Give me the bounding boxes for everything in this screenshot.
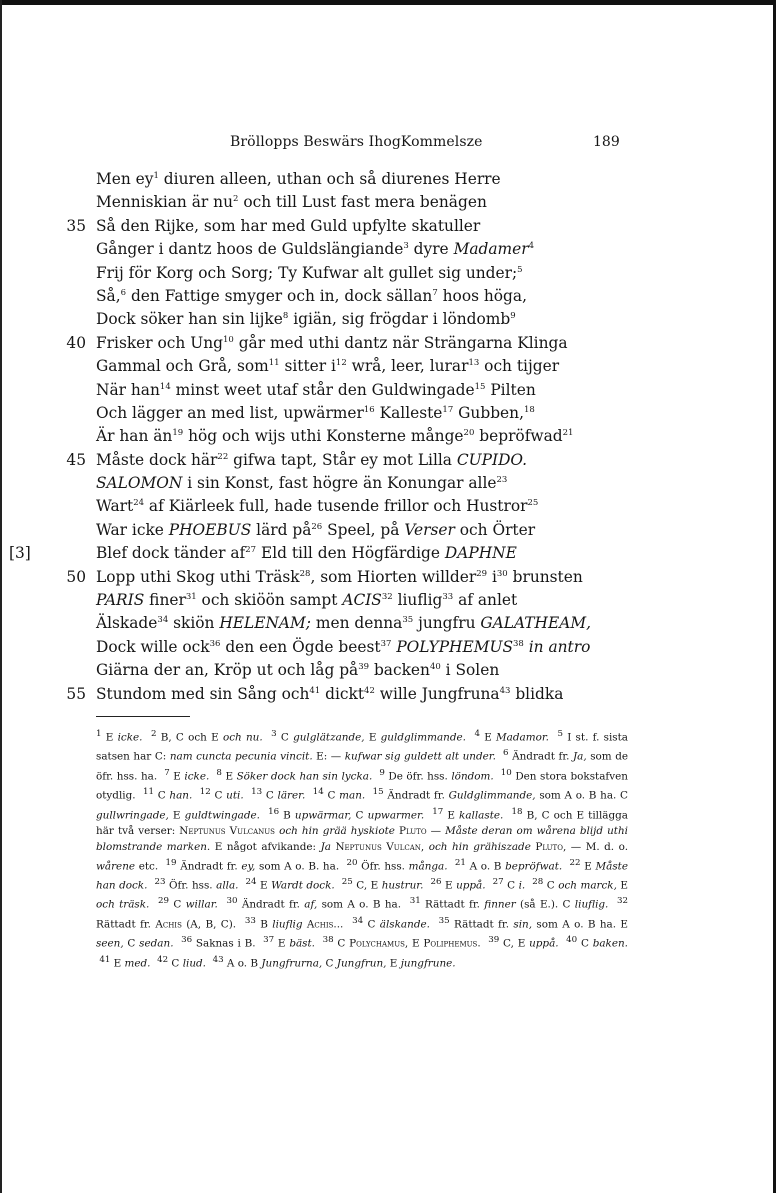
verse-text: Är han $än^{19}$ hög och wijs uthi Konsterne månge$^{20}$ bepröfwad$^{21}$: [96, 427, 574, 446]
verse-line: [0, 402, 776, 425]
verse-line: [0, 472, 776, 495]
footnotes: $^1$ E icke. $^2$ B, C och E och nu. $^3$ C gulglätzande, E guldglimmande. $^4$ E Madamor. $^5$ I st. f. sista satsen har C: nam cuncta pecunia vincit. E: — kufwar sig guldett alt under. $^6$ Ändradt fr. Ja, som de öfr. hss. ha. $^7$ E icke. $^8$ E Söker dock han sin lycka. $^9$ De öfr. hss. löndom. $^{10}$ Den stora bokstafven otydlig. $^{11}$ C han. $^{12}$ C uti. $^{13}$ C lärer. $^{14}$ C man. $^{15}$ Ändradt fr. Guldglimmande, som A o. B ha. C gullwringade, E guldtwingade. $^{16}$ B upwärmar, C upwarmer. $^{17}$ E kallaste. $^{18}$ B, C och E tillägga här två verser: Neptunus Vulcanus och hin grää hyskiote Pluto — Måste deran om wårena blijd uthi blomstrande marken. E något afvikande: Ja Neptunus Vulcan, och hin grähiszade Pluto, — M. d. o. wårene etc. $^{19}$ Ändradt fr. ey, som A o. B. ha. $^{20}$ Öfr. hss. många. $^{21}$ A o. B bepröfwat. $^{22}$ E Måste han dock. $^{23}$ Öfr. hss. alla. $^{24}$ E Wardt dock. $^{25}$ C, E hustrur. $^{26}$ E uppå. $^{27}$ C i. $^{28}$ C och marck, E och träsk. $^{29}$ C willar. $^{30}$ Ändradt fr. af, som A o. B ha. $^{31}$ Rättadt fr. finner (så E.). C liuflig. $^{32}$ Rättadt fr. Achis (A, B, C). $^{33}$ B liuflig Achis... $^{34}$ C älskande. $^{35}$ Rättadt fr. sin, som A o. B ha. E seen, C sedan. $^{36}$ Saknas i B. $^{37}$ E bäst. $^{38}$ C Polychamus, E Poliphemus. $^{39}$ C, E uppå. $^{40}$ C baken. $^{41}$ E med. $^{42}$ C liud. $^{43}$ A o. B Jungfrurna, C Jungfrun, E jungfrune.: [96, 729, 629, 970]
verse-line: [0, 379, 776, 402]
margin-page-ref: [3]: [9, 544, 31, 563]
verse-line: [0, 332, 776, 355]
verse-text: SALOMON i sin Konst, fast högre än Konungar alle$^{23}$: [96, 474, 508, 493]
verse-text: Blef dock tänder $af^{27}$ Eld till den Högfärdige DAPHNE: [96, 544, 517, 563]
verse-text: Gånger i dantz hoos de Guldslängiande$^3$ dyre Madamer$^4$: [96, 240, 535, 259]
page-number: 189: [593, 134, 620, 150]
verse-line: [0, 519, 776, 542]
scan-border-top: [0, 0, 776, 5]
line-number: 55: [66, 684, 86, 703]
verse-line: [0, 636, 776, 659]
verse-text: Frij för Korg och Sorg; Ty Kufwar alt gullet sig under;$^5$: [96, 263, 523, 282]
verse-line: [0, 215, 776, 238]
verse-line: [0, 449, 776, 472]
verse-line: [0, 308, 776, 331]
verse-text: Men $ey^1$ diuren alleen, uthan och så diurenes Herre: [96, 170, 501, 188]
poem-text: [0, 168, 776, 706]
verse-line: [0, 495, 776, 518]
verse-line: [0, 262, 776, 285]
footnote-rule: [96, 716, 190, 717]
line-number: 40: [66, 333, 86, 352]
verse-line: [0, 683, 776, 706]
verse-text: Gammal och Grå, som$^{11}$ sitter $i^{12}$ wrå, leer, lurar$^{13}$ och tijger: [96, 357, 560, 376]
verse-text: Måste dock här$^{22}$ gifwa tapt, Står ey mot Lilla CUPIDO.: [96, 450, 528, 469]
verse-text: Giärna der an, Kröp ut och låg $på^{39}$ backen$^{40}$ i Solen: [96, 661, 500, 680]
verse-line: [0, 191, 776, 214]
verse-line: [0, 612, 776, 635]
verse-line: [0, 542, 776, 565]
verse-line: [0, 589, 776, 612]
verse-text: War icke PHOEBUS lärd $på^{26}$ Speel, på Verser och Örter: [96, 520, 536, 539]
verse-line: [0, 659, 776, 682]
line-number: 35: [66, 216, 86, 235]
verse-line: [0, 168, 776, 191]
verse-text: Menniskian är $nu^2$ och till Lust fast mera benägen: [96, 193, 487, 212]
verse-text: Älskade$^{34}$ skiön HELENAM; men denna$^{35}$ jungfru GALATHEAM,: [96, 614, 591, 633]
verse-text: Frisker och Ung$^{10}$ går med uthi dantz när Strängarna Klinga: [96, 333, 568, 352]
verse-line: [0, 238, 776, 261]
verse-text: Dock wille ock$^{36}$ den een Ögde beest$^{37}$ POLYPHEMUS$^{38}$ in antro: [96, 637, 591, 656]
verse-text: När han$^{14}$ minst weet utaf står den Guldwingade$^{15}$ Pilten: [96, 380, 536, 399]
running-header: [0, 134, 776, 154]
verse-text: PARIS finer$^{31}$ och skiöön sampt ACIS$^{32}$ liuflig$^{33}$ af anlet: [96, 591, 518, 610]
verse-text: Stundom med sin Sång och$^{41}$ dickt$^{42}$ wille Jungfruna$^{43}$ blidka: [96, 684, 564, 703]
verse-line: [0, 355, 776, 378]
verse-text: Och lägger an med list, upwärmer$^{16}$ Kalleste$^{17}$ Gubben,$^{18}$: [96, 403, 535, 422]
verse-text: Dock söker han sin lijke$^8$ igiän, sig frögdar i löndomb$^9$: [96, 310, 516, 329]
verse-line: [0, 425, 776, 448]
verse-text: Wart$^{24}$ af Kiärleek full, hade tusende frillor och Hustror$^{25}$: [96, 497, 539, 516]
verse-text: Så den Rijke, som har med Guld upfylte skatuller: [96, 216, 481, 235]
line-number: 45: [66, 450, 86, 469]
verse-text: Lopp uthi Skog uthi Träsk$^{28}$, som Hiorten willder$^{29}$ $i^{30}$ brunsten: [96, 567, 583, 586]
running-title: Bröllopps Beswärs IhogKommelsze: [230, 134, 483, 150]
verse-line: [0, 285, 776, 308]
verse-line: [0, 566, 776, 589]
verse-text: Så,$^6$ den Fattige smyger och in, dock sällan$^7$ hoos höga,: [96, 286, 527, 305]
line-number: 50: [66, 567, 86, 586]
